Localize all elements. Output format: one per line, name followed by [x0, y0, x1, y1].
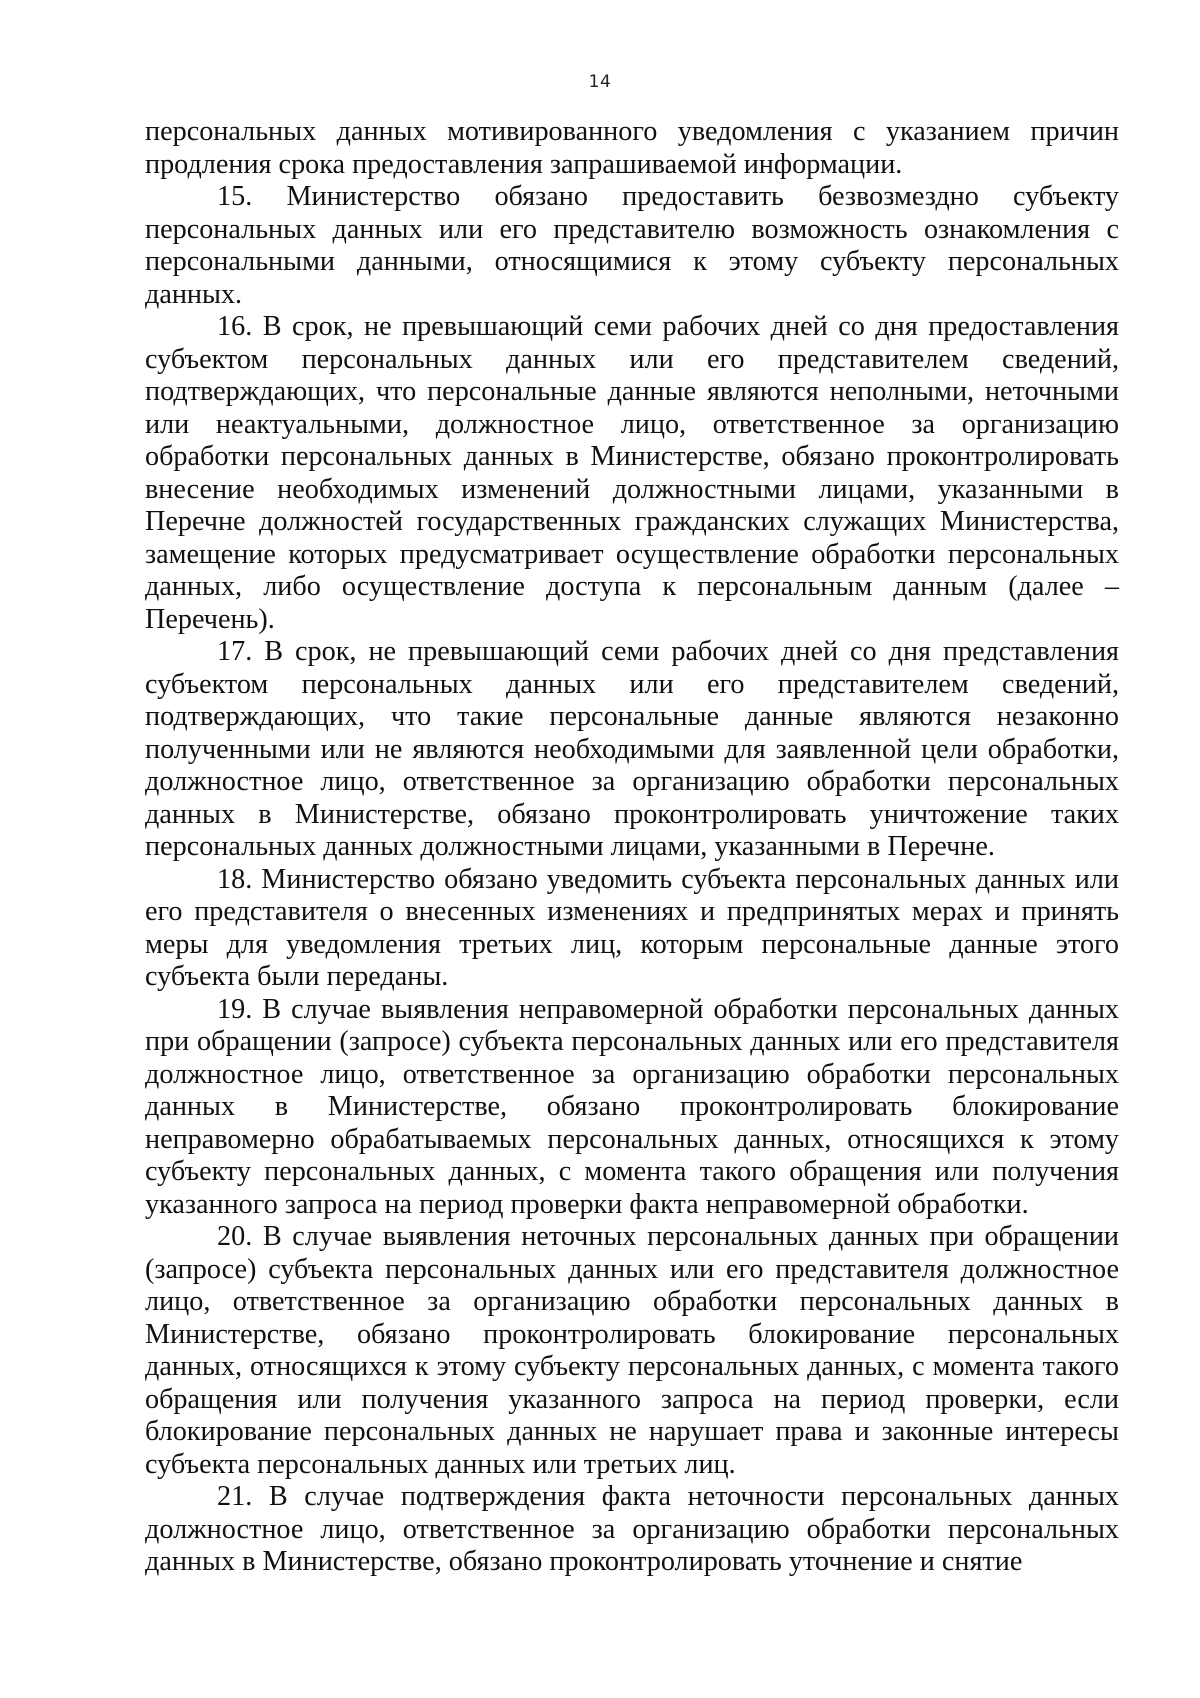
paragraph-18: 18. Министерство обязано уведомить субъекта персональных данных или его представителя о внесенных изменениях и предпринятых мерах и принять меры для уведомления третьих лиц, которым персональные данные этого субъекта были переданы.: [145, 863, 1119, 992]
paragraph-16: 16. В срок, не превышающий семи рабочих дней со дня предоставления субъектом персональных данных или его представителем сведений, подтверждающих, что персональные данные являются неполными, неточными или неактуальными, должностное лицо, ответственное за организацию обработки персональных данных в Министерстве, обязано проконтролировать внесение необходимых изменений должностными лицами, указанными в Перечне должностей государственных гражданских служащих Министерства, замещение которых предусматривает осуществление обработки персональных данных, либо осуществление доступа к персональным данным (далее – Перечень).: [145, 311, 1119, 635]
document-body: [145, 116, 1119, 1579]
paragraph-20: 20. В случае выявления неточных персональных данных при обращении (запросе) субъекта персональных данных или его представителя должностное лицо, ответственное за организацию обработки персональных данных в Министерстве, обязано проконтролировать блокирование персональных данных, относящихся к этому субъекту персональных данных, с момента такого обращения или получения указанного запроса на период проверки, если блокирование персональных данных не нарушает права и законные интересы субъекта персональных данных или третьих лиц.: [145, 1221, 1119, 1480]
paragraph-17: 17. В срок, не превышающий семи рабочих дней со дня представления субъектом персональных данных или его представителем сведений, подтверждающих, что такие персональные данные являются незаконно полученными или не являются необходимыми для заявленной цели обработки, должностное лицо, ответственное за организацию обработки персональных данных в Министерстве, обязано проконтролировать уничтожение таких персональных данных должностными лицами, указанными в Перечне.: [145, 636, 1119, 862]
paragraph-21: 21. В случае подтверждения факта неточности персональных данных должностное лицо, ответственное за организацию обработки персональных данных в Министерстве, обязано проконтролировать уточнение и снятие: [145, 1481, 1119, 1577]
paragraph-15: 15. Министерство обязано предоставить безвозмездно субъекту персональных данных или его представителю возможность ознакомления с персональными данными, относящимися к этому субъекту персональных данных.: [145, 181, 1119, 310]
paragraph-19: 19. В случае выявления неправомерной обработки персональных данных при обращении (запросе) субъекта персональных данных или его представителя должностное лицо, ответственное за организацию обработки персональных данных в Министерстве, обязано проконтролировать блокирование неправомерно обрабатываемых персональных данных, относящихся к этому субъекту персональных данных, с момента такого обращения или получения указанного запроса на период проверки факта неправомерной обработки.: [145, 993, 1119, 1220]
paragraph-continuation: персональных данных мотивированного уведомления с указанием причин продления срока предоставления запрашиваемой информации.: [145, 116, 1119, 180]
page-number: 14: [588, 72, 612, 92]
